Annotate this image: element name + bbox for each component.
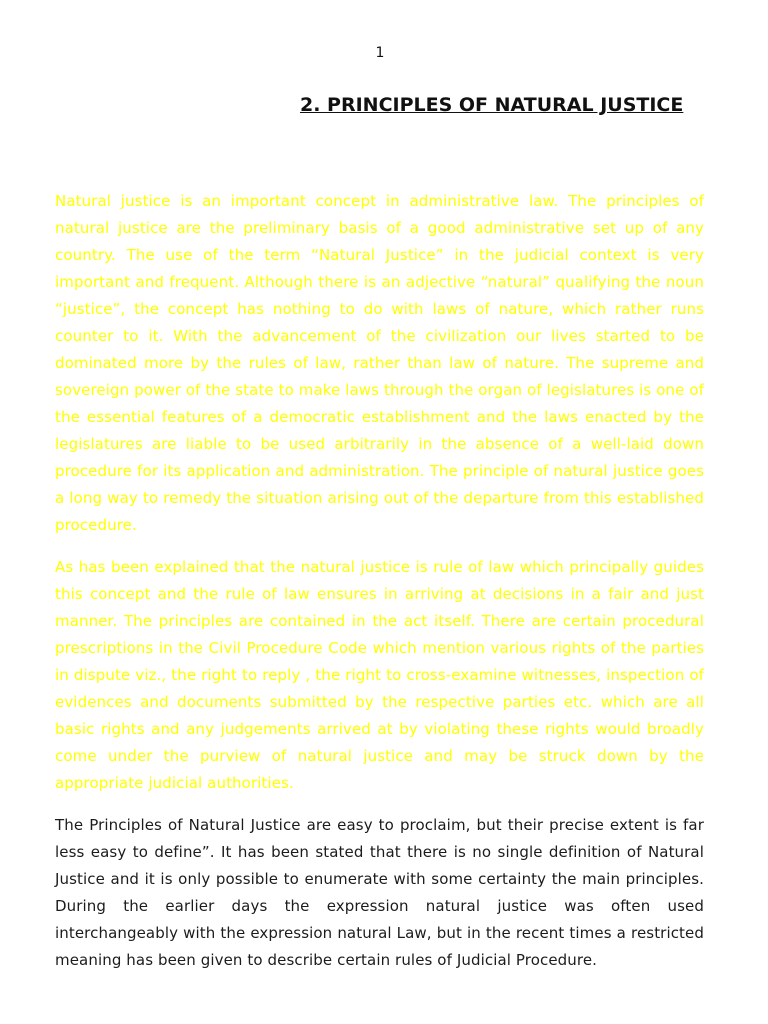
paragraph-definition: The Principles of Natural Justice are easy to proclaim, but their precise extent is far less easy to define”. It has been stated that there is no single definition of Natural Justice and it is only possible to enumerate with some certainty the main principles. During the earlier days the expression natural justice was often used interchangeably with the expression natural Law, but in the recent times a restricted meaning has been given to describe certain rules of Judicial Procedure. — [55, 816, 704, 969]
paragraph-intro: Natural justice is an important concept in administrative law. The principles of natural justice are the preliminary basis of a good administrative set up of any country. The use of the term “Natural Justice” in the judicial context is very important and frequent. Although there is an adjective “natural” qualifying the noun “justice”, the concept has nothing to do with laws of nature, which rather runs counter to it. With the advancement of the civilization our lives started to be dominated more by the rules of law, rather than law of nature. The supreme and sovereign power of the state to make laws through the organ of legislatures is one of the essential features of a democratic establishment and the laws enacted by the legislatures are liable to be used arbitrarily in the absence of a well-laid down procedure for its application and administration. The principle of natural justice goes a long way to remedy the situation arising out of the departure from this established procedure. — [55, 192, 704, 534]
paragraph-rule-of-law: As has been explained that the natural justice is rule of law which principally guides this concept and the rule of law ensures in arriving at decisions in a fair and just manner. The principles are contained in the act itself. There are certain procedural prescriptions in the Civil Procedure Code which mention various rights of the parties in dispute viz., the right to reply , the right to cross-examine witnesses, inspection of evidences and documents submitted by the respective parties etc. which are all basic rights and any judgements arrived at by violating these rights would broadly come under the purview of natural justice and may be struck down by the appropriate judicial authorities. — [55, 558, 704, 792]
section-title: 2. PRINCIPLES OF NATURAL JUSTICE — [300, 94, 684, 116]
page-number: 1 — [375, 45, 385, 61]
document-body — [55, 188, 704, 989]
